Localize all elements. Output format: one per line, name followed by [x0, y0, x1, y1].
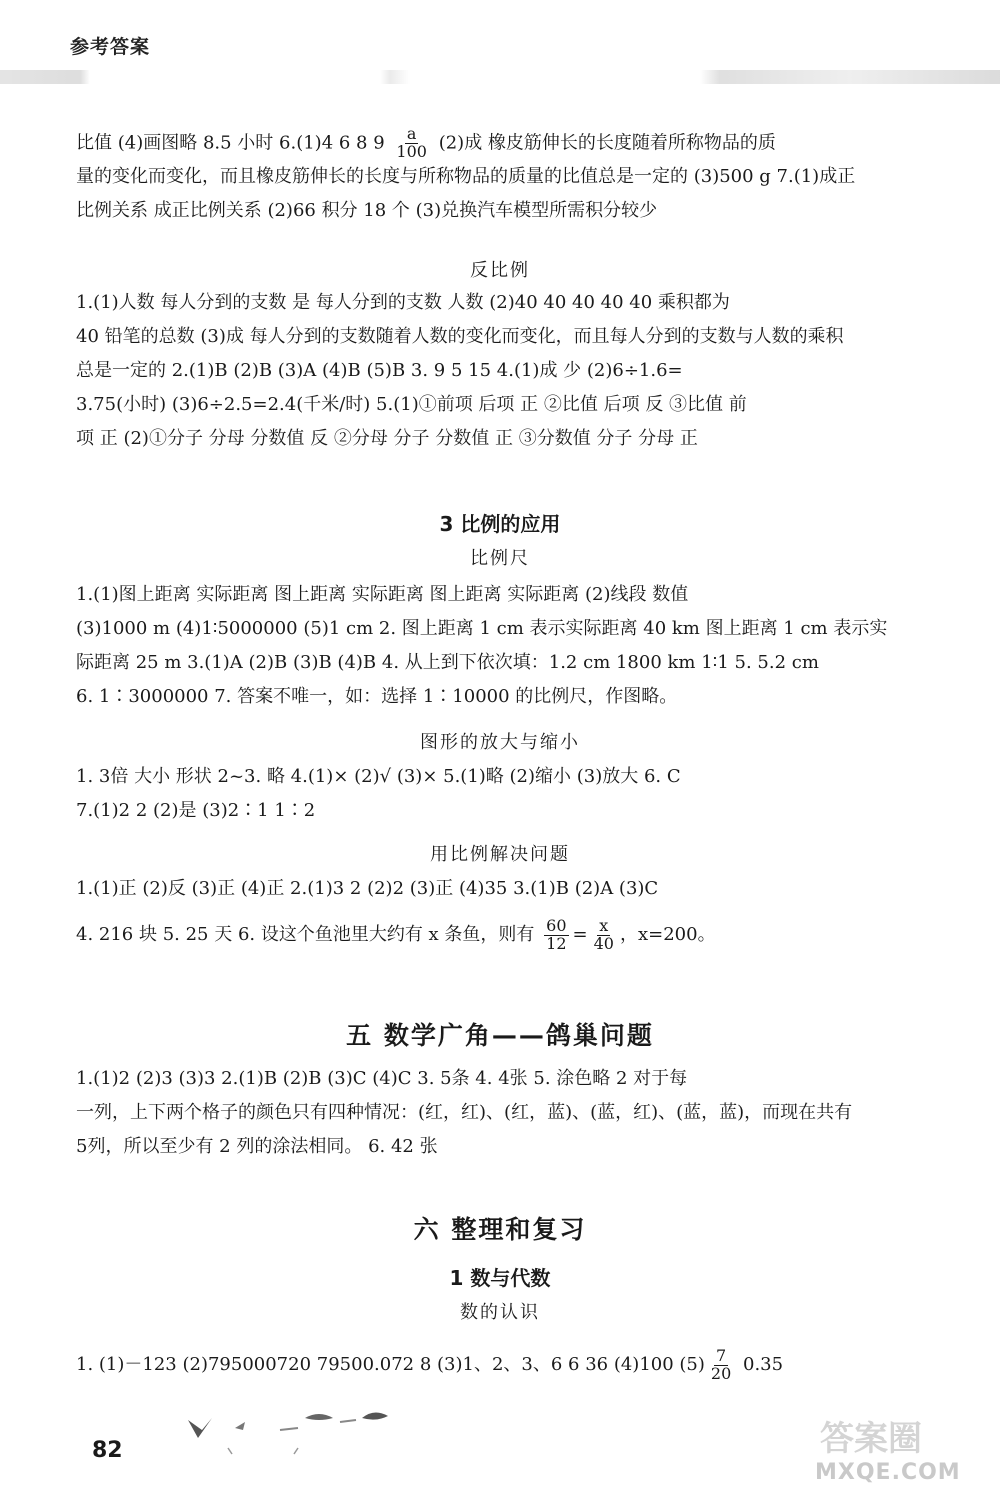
subsection-title-scale: 比例尺 [470, 548, 530, 569]
text-line: 1.(1)人数 每人分到的支数 是 每人分到的支数 人数 (2)40 40 40 40 40 乘积都为 [76, 292, 730, 313]
text-line: 4. 216 块 5. 25 天 6. 设这个鱼池里大约有 x 条鱼，则有 $\frac{60}{12}$ = $\frac{x}{40}$ ，x=200。 [76, 915, 716, 953]
text-line: 40 铅笔的总数 (3)成 每人分到的支数随着人数的变化而变化，而且每人分到的支数与人数的乘积 [76, 326, 844, 347]
subsection-title-solve: 用比例解决问题 [430, 844, 570, 865]
text-line: 1. 3倍 大小 形状 2~3. 略 4.(1)× (2)√ (3)× 5.(1)略 (2)缩小 (3)放大 6. C [76, 766, 681, 787]
answer-paragraph-pigeonhole [76, 1062, 946, 1164]
text-line: 总是一定的 2.(1)B (2)B (3)A (4)B (5)B 3. 9 5 15 4.(1)成 少 (2)6÷1.6= [76, 360, 683, 381]
text-line: 3.75(小时) (3)6÷2.5=2.4(千米/时) 5.(1)①前项 后项 正 ②比值 后项 反 ③比值 前 [76, 394, 747, 415]
text-line: 7.(1)2 2 (2)是 (3)2∶1 1∶2 [76, 800, 316, 821]
text-line: 比值 (4)画图略 8.5 小时 6.(1)4 6 8 9 $\frac{a}{100}$ (2)成 橡皮筋伸长的长度随着所称物品的质 [76, 124, 776, 161]
fraction-7-over-20: $\frac{7}{20}$ [710, 1345, 732, 1383]
answer-paragraph-scale [76, 578, 946, 714]
section-title-numbers-algebra: 1 数与代数 [449, 1266, 551, 1290]
answer-paragraph-solve [76, 872, 946, 964]
fraction-x-over-40: $\frac{x}{40}$ [593, 915, 614, 953]
text-line: 1. (1)－123 (2)795000720 79500.072 8 (3)1、2、3、6 6 36 (4)100 (5) $\frac{7}{20}$ 0.35 [76, 1345, 784, 1383]
header-tag: 参考答案 [70, 36, 151, 58]
chapter-title-review: 六 整理和复习 [413, 1215, 587, 1244]
watermark-mark: 答案圈 [820, 1419, 922, 1459]
section-title-ratio-application: 3 比例的应用 [439, 512, 561, 536]
chapter-title-pigeonhole: 五 数学广角——鸽巢问题 [346, 1021, 654, 1050]
text-line: 比例关系 成正比例关系 (2)66 积分 18 个 (3)兑换汽车模型所需积分较少 [76, 200, 658, 221]
answer-paragraph-number-recognition [76, 1336, 946, 1394]
header-rule [0, 70, 1000, 84]
page-number: 82 [92, 1438, 123, 1463]
answer-paragraph-proportion [76, 126, 946, 228]
text-line: 1.(1)图上距离 实际距离 图上距离 实际距离 图上距离 实际距离 (2)线段 数值 [76, 584, 689, 605]
text-line: 项 正 (2)①分子 分母 分数值 反 ②分母 分子 分数值 正 ③分数值 分子 分母 正 [76, 428, 698, 449]
answer-paragraph-inverse [76, 286, 946, 456]
text-line: 5列，所以至少有 2 列的涂法相同。 6. 42 张 [76, 1136, 438, 1157]
subsection-title-zoom: 图形的放大与缩小 [420, 732, 580, 753]
watermark-text: MXQE.COM [815, 1460, 961, 1485]
answer-paragraph-zoom [76, 760, 946, 828]
text-line: 6. 1∶3000000 7. 答案不唯一，如：选择 1∶10000 的比例尺，作图略。 [76, 686, 678, 707]
text-line: 1.(1)2 (2)3 (3)3 2.(1)B (2)B (3)C (4)C 3. 5条 4. 4张 5. 涂色略 2 对于每 [76, 1068, 688, 1089]
fraction-60-over-12: $\frac{60}{12}$ [546, 915, 567, 953]
subsection-title-inverse: 反比例 [470, 260, 530, 281]
text-line: 1.(1)正 (2)反 (3)正 (4)正 2.(1)3 2 (2)2 (3)正 (4)35 3.(1)B (2)A (3)C [76, 878, 659, 899]
text-line: 际距离 25 m 3.(1)A (2)B (3)B (4)B 4. 从上到下依次填：1.2 cm 1800 km 1∶1 5. 5.2 cm [76, 652, 819, 673]
fraction-a-over-100: $\frac{a}{100}$ [396, 124, 427, 161]
text-line: (3)1000 m (4)1∶5000000 (5)1 cm 2. 图上距离 1 cm 表示实际距离 40 km 图上距离 1 cm 表示实 [76, 618, 888, 639]
text-line: 量的变化而变化，而且橡皮筋伸长的长度与所称物品的质量的比值总是一定的 (3)500 g 7.(1)成正 [76, 166, 856, 187]
subsection-title-number-recognition: 数的认识 [460, 1302, 540, 1323]
birds-illustration [180, 1400, 410, 1460]
text-line: 一列，上下两个格子的颜色只有四种情况：(红，红)、(红，蓝)、(蓝，红)、(蓝，蓝)，而现在共有 [76, 1102, 853, 1123]
